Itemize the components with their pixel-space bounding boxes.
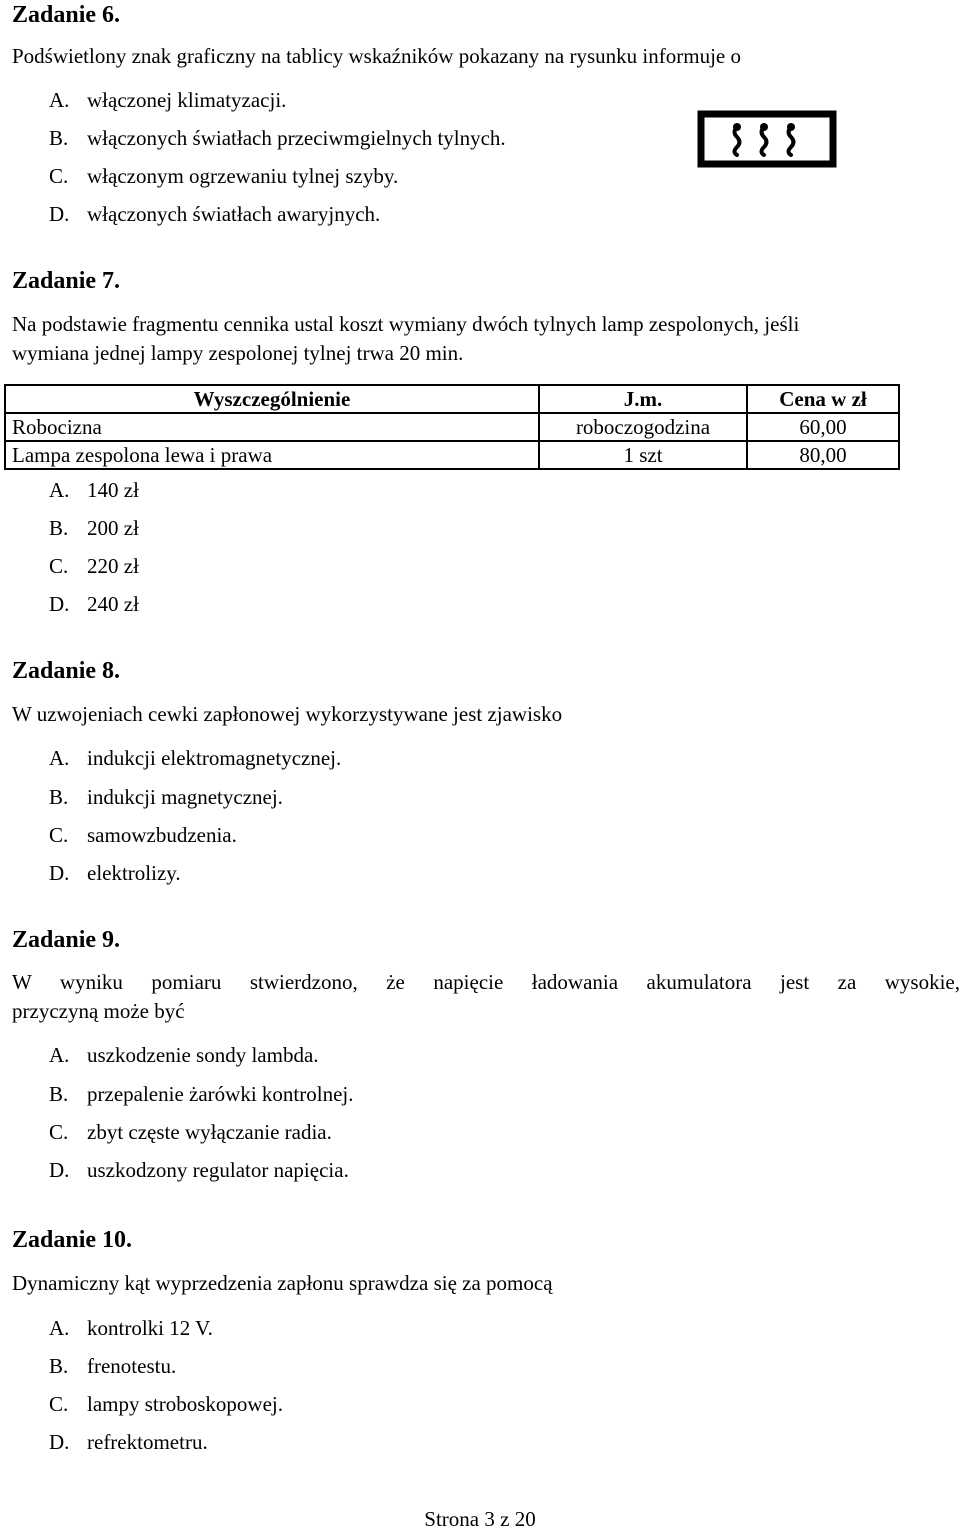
- table-cell: Robocizna: [5, 413, 539, 441]
- task-7-option-a: A. 140 zł: [49, 478, 139, 502]
- task-7-question-line-2: wymiana jednej lampy zespolonej tylnej trwa 20 min.: [12, 341, 464, 365]
- task-9-title: Zadanie 9.: [12, 927, 121, 953]
- task-10-option-c: C. lampy stroboskopowej.: [49, 1392, 283, 1416]
- task-8-option-d: D. elektrolizy.: [49, 861, 181, 885]
- task-8-option-c: C. samowzbudzenia.: [49, 823, 237, 847]
- task-7-option-c: C. 220 zł: [49, 554, 139, 578]
- table-row: [5, 441, 899, 469]
- task-10-question: Dynamiczny kąt wyprzedzenia zapłonu sprawdza się za pomocą: [12, 1271, 553, 1295]
- task-8-question: W uzwojeniach cewki zapłonowej wykorzystywane jest zjawisko: [12, 702, 563, 726]
- price-table: [4, 384, 900, 470]
- task-7-option-d: D. 240 zł: [49, 592, 139, 616]
- task-8-title: Zadanie 8.: [12, 658, 121, 684]
- page-number: Strona 3 z 20: [424, 1507, 536, 1531]
- task-8-option-b: B. indukcji magnetycznej.: [49, 785, 283, 809]
- table-row: [5, 413, 899, 441]
- table-header: Cena w zł: [747, 385, 899, 413]
- task-10-title: Zadanie 10.: [12, 1227, 133, 1253]
- task-9-question-line-1: W wyniku pomiaru stwierdzono, że napięcie ładowania akumulatora jest za wysokie,: [12, 970, 960, 994]
- table-cell: roboczogodzina: [539, 413, 747, 441]
- task-6-option-a: A. włączonej klimatyzacji.: [49, 88, 287, 112]
- task-6-option-d: D. włączonych światłach awaryjnych.: [49, 202, 381, 226]
- task-9-option-b: B. przepalenie żarówki kontrolnej.: [49, 1082, 354, 1106]
- task-7-option-b: B. 200 zł: [49, 516, 139, 540]
- task-10-option-b: B. frenotestu.: [49, 1354, 177, 1378]
- task-9-option-d: D. uszkodzony regulator napięcia.: [49, 1158, 349, 1182]
- task-9-option-c: C. zbyt częste wyłączanie radia.: [49, 1120, 332, 1144]
- table-cell: 60,00: [747, 413, 899, 441]
- table-cell: 1 szt: [539, 441, 747, 469]
- table-cell: Lampa zespolona lewa i prawa: [5, 441, 539, 469]
- task-10-option-d: D. refrektometru.: [49, 1430, 208, 1454]
- task-6-question: Podświetlony znak graficzny na tablicy wskaźników pokazany na rysunku informuje o: [12, 44, 741, 68]
- rear-window-defrost-icon: [697, 109, 837, 171]
- task-8-option-a: A. indukcji elektromagnetycznej.: [49, 746, 342, 770]
- task-7-question-line-1: Na podstawie fragmentu cennika ustal koszt wymiany dwóch tylnych lamp zespolonych, jeśli: [12, 312, 800, 336]
- table-cell: 80,00: [747, 441, 899, 469]
- table-header: Wyszczególnienie: [5, 385, 539, 413]
- task-10-option-a: A. kontrolki 12 V.: [49, 1316, 213, 1340]
- table-header-row: [5, 385, 899, 413]
- task-9-question-line-2: przyczyną może być: [12, 999, 185, 1023]
- task-6-option-b: B. włączonych światłach przeciwmgielnych tylnych.: [49, 126, 506, 150]
- task-9-option-a: A. uszkodzenie sondy lambda.: [49, 1043, 319, 1067]
- table-header: J.m.: [539, 385, 747, 413]
- task-6-title: Zadanie 6.: [12, 2, 121, 28]
- task-6-option-c: C. włączonym ogrzewaniu tylnej szyby.: [49, 164, 399, 188]
- task-7-title: Zadanie 7.: [12, 268, 121, 294]
